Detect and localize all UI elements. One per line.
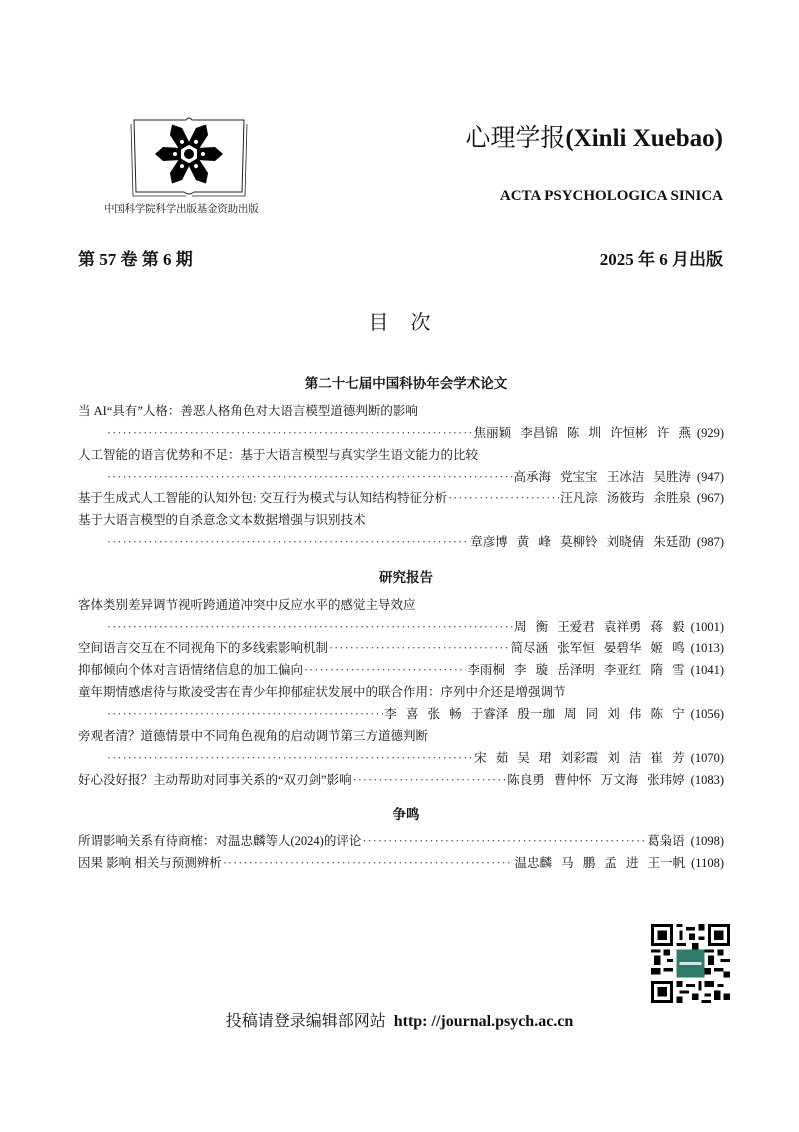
entry-authors: 焦丽颖 李昌锦 陈 圳 许恒彬 许 燕 xyxy=(473,426,691,440)
volume-issue: 第 57 卷 第 6 期 xyxy=(78,250,193,269)
entry-authors: 简尽涵 张军恒 晏碧华 姬 鸣 xyxy=(510,641,685,655)
journal-title-cn: 心理学报 xyxy=(465,123,566,152)
entry-page: (1070) xyxy=(690,751,724,765)
leader-dots xyxy=(107,703,383,725)
leader-dots xyxy=(329,637,510,659)
leader-dots xyxy=(107,466,513,488)
entry-line[interactable] xyxy=(78,830,724,852)
entry-page: (967) xyxy=(696,491,724,505)
entry-authors: 高承海 党宝宝 王冰洁 吴胜涛 xyxy=(513,470,691,484)
entry-page: (987) xyxy=(696,535,724,549)
entry-line[interactable] xyxy=(78,487,724,509)
journal-subtitle: ACTA PSYCHOLOGICA SINICA xyxy=(499,188,723,204)
entry-title[interactable]: 空间语言交互在不同视角下的多线索影响机制 xyxy=(78,641,329,655)
entry-title[interactable]: 客体类别差异调节视听跨通道冲突中反应水平的感觉主导效应 xyxy=(78,598,416,612)
entry-line[interactable] xyxy=(78,852,724,874)
entry-page: (929) xyxy=(696,426,724,440)
entry-page: (1056) xyxy=(690,707,724,721)
entry-authors: 葛枭语 xyxy=(647,834,685,848)
entry-authors: 汪凡淙 汤筱玙 余胜泉 xyxy=(560,491,691,505)
entry-title[interactable]: 所谓影响关系有待商榷：对温忠麟等人(2024)的评论 xyxy=(78,834,362,848)
entry-author-line xyxy=(78,616,724,638)
leader-dots xyxy=(107,531,469,553)
entry-line[interactable] xyxy=(78,769,724,791)
entry-page: (1001) xyxy=(690,620,724,634)
entry-title[interactable]: 基于大语言模型的自杀意念文本数据增强与识别技术 xyxy=(78,513,366,527)
leader-dots xyxy=(107,747,473,769)
sponsor-text: 中国科学院科学出版基金资助出版 xyxy=(104,203,259,215)
entry-authors: 周 衡 王爱君 袁祥勇 蒋 毅 xyxy=(514,620,685,634)
entry-title[interactable]: 抑郁倾向个体对言语情绪信息的加工偏向 xyxy=(78,663,304,677)
footer-label: 投稿请登录编辑部网站 xyxy=(225,1011,386,1030)
entry-authors: 章彦博 黄 峰 莫柳铃 刘晓倩 朱廷劭 xyxy=(470,535,691,549)
entry-author-line xyxy=(78,531,724,553)
publication-date: 2025 年 6 月出版 xyxy=(599,250,723,269)
submission-footer xyxy=(0,1008,799,1031)
section-title: 争鸣 xyxy=(392,807,420,823)
section-title: 研究报告 xyxy=(379,570,433,586)
entry-line[interactable] xyxy=(78,637,724,659)
entry-page: (947) xyxy=(696,470,724,484)
entry-title[interactable]: 当 AI“具有”人格：善恶人格角色对大语言模型道德判断的影响 xyxy=(78,404,418,418)
entry-title[interactable]: 人工智能的语言优势和不足：基于大语言模型与真实学生语文能力的比较 xyxy=(78,448,479,462)
leader-dots xyxy=(448,487,559,509)
entry-author-line xyxy=(78,703,724,725)
entry-page: (1098) xyxy=(690,834,724,848)
entry-authors: 李 喜 张 畅 于睿泽 殷一珈 周 同 刘 伟 陈 宁 xyxy=(384,707,685,721)
entry-author-line xyxy=(78,747,724,769)
leader-dots xyxy=(353,769,507,791)
entry-title-line[interactable] xyxy=(78,509,724,531)
entry-title-line[interactable] xyxy=(78,681,724,703)
journal-title-en: (Xinli Xuebao) xyxy=(565,125,723,152)
entry-authors: 李雨桐 李 璇 岳泽明 李亚红 隋 雪 xyxy=(467,663,685,677)
entry-title[interactable]: 基于生成式人工智能的认知外包: 交互行为模式与认知结构特征分析 xyxy=(78,491,448,505)
entry-title-line[interactable] xyxy=(78,444,724,466)
toc-heading: 目次 xyxy=(368,310,453,334)
entry-title[interactable]: 童年期情感虐待与欺凌受害在青少年抑郁症状发展中的联合作用：序列中介还是增强调节 xyxy=(78,685,566,699)
leader-dots xyxy=(362,830,646,852)
journal-title xyxy=(465,118,723,154)
entry-title-line[interactable] xyxy=(78,594,724,616)
leader-dots xyxy=(304,659,466,681)
entry-title[interactable]: 旁观者清？道德情景中不同角色视角的启动调节第三方道德判断 xyxy=(78,729,429,743)
section-title: 第二十七届中国科协年会学术论文 xyxy=(304,376,508,392)
entry-page: (1083) xyxy=(690,773,724,787)
entry-title-line[interactable] xyxy=(78,725,724,747)
footer-url-link[interactable]: http: //journal.psych.ac.cn xyxy=(393,1013,574,1030)
entry-author-line xyxy=(78,466,724,488)
entry-authors: 陈良勇 曹仲怀 万文海 张玮婷 xyxy=(507,773,685,787)
entry-page: (1108) xyxy=(691,856,724,870)
entry-title-line[interactable] xyxy=(78,400,724,422)
leader-dots xyxy=(107,422,473,444)
entry-authors: 宋 茹 吴 珺 刘彩霞 刘 洁 崔 芳 xyxy=(474,751,685,765)
leader-dots xyxy=(223,852,514,874)
entry-title[interactable]: 好心没好报？主动帮助对同事关系的“双刃剑”影响 xyxy=(78,773,352,787)
entry-title[interactable]: 因果 影响 相关与预测辨析 xyxy=(78,856,222,870)
entry-page: (1041) xyxy=(690,663,724,677)
entry-line[interactable] xyxy=(78,659,724,681)
qr-code-icon[interactable] xyxy=(651,924,730,1003)
leader-dots xyxy=(107,616,513,638)
entry-page: (1013) xyxy=(690,641,724,655)
entry-authors: 温忠麟 马 鹏 孟 进 王一帆 xyxy=(514,856,686,870)
publisher-logo-icon xyxy=(130,116,248,198)
entry-author-line xyxy=(78,422,724,444)
